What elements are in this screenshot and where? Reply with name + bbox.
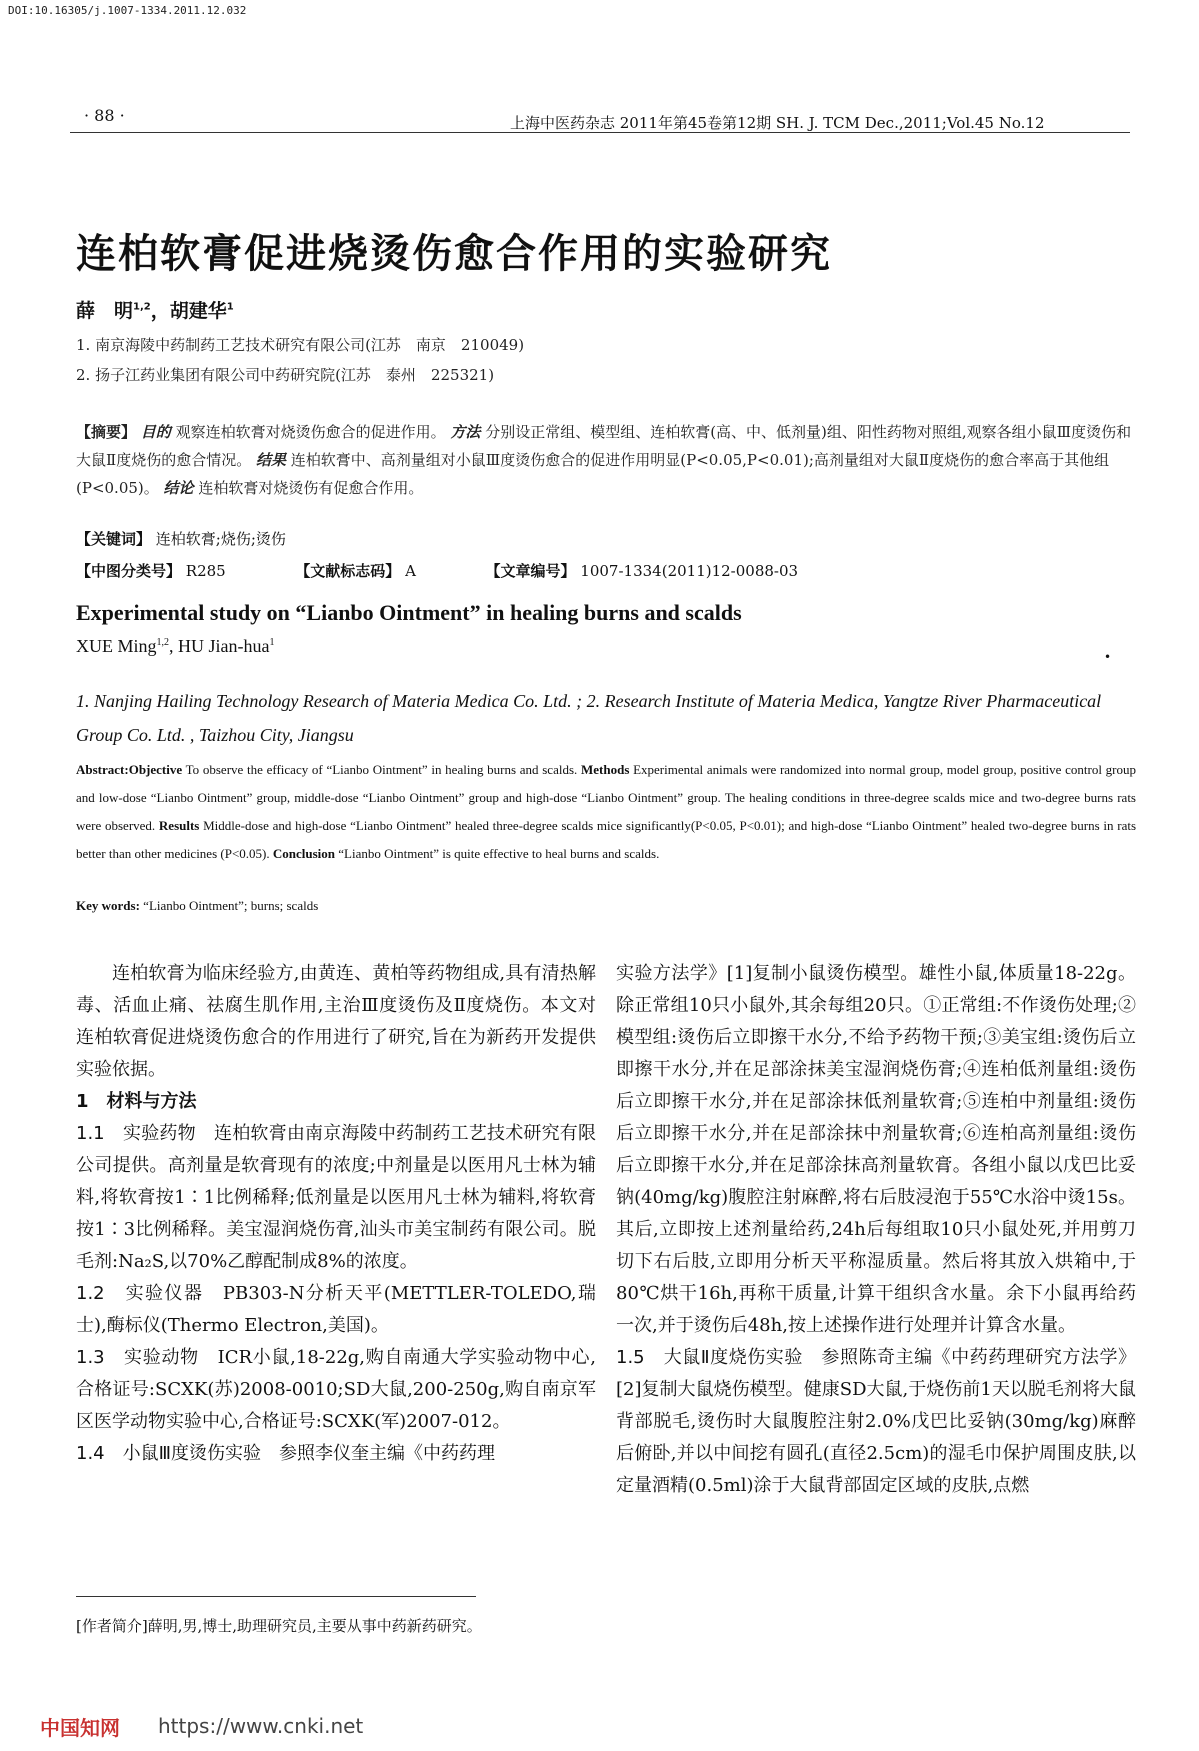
authors [76, 296, 234, 323]
english-author-2: , HU Jian-hua [169, 636, 270, 656]
section-1-2 [76, 1278, 596, 1342]
cnki-logo: 中国知网 [40, 1716, 120, 1740]
author-sep: ， [150, 300, 170, 322]
en-conclusion-label: Conclusion [272, 846, 336, 861]
english-affiliation: 1. Nanjing Hailing Technology Research of Materia Medica Co. Ltd. ; 2. Research Institute of Materia Medica, Yangtze River Pharmaceutical Group Co. Ltd. , Taizhou City, Jiangsu [76, 691, 1102, 745]
section-1-4 [76, 1438, 596, 1470]
footnote-rule [76, 1596, 476, 1597]
section-1-2-heading: 1.2 实验仪器 [76, 1283, 204, 1304]
english-author-1-affil: 1,2 [156, 637, 169, 648]
english-keywords [76, 898, 318, 914]
cnki-url[interactable]: https://www.cnki.net [158, 1714, 364, 1738]
conclusion-label: 结论 [163, 479, 194, 497]
section-1-3 [76, 1342, 596, 1438]
body-left-column [76, 958, 596, 1470]
abstract-label: 【摘要】 [76, 423, 137, 441]
section-1-4-heading: 1.4 小鼠Ⅲ度烫伤实验 [76, 1443, 262, 1464]
section-1-1-heading: 1.1 实验药物 [76, 1123, 196, 1144]
conclusion-text: 连柏软膏对烧烫伤有促愈合作用。 [198, 479, 424, 497]
en-objective-label: Objective [128, 762, 183, 777]
keywords-label: 【关键词】 [76, 530, 152, 548]
right-paragraph-1: 实验方法学》[1]复制小鼠烫伤模型。雄性小鼠,体质量18-22g。除正常组10只小鼠外,其余每组20只。①正常组:不作烫伤处理;②模型组:烫伤后立即擦干水分,不给予药物干预;③美宝组:烫伤后立即擦干水分,并在足部涂抹美宝湿润烧伤膏;④连柏低剂量组:烫伤后立即擦干水分,并在足部涂抹低剂量软膏;⑤连柏中剂量组:烫伤后立即擦干水分,并在足部涂抹中剂量软膏;⑥连柏高剂量组:烫伤后立即擦干水分,并在足部涂抹高剂量软膏。各组小鼠以戊巴比妥钠(40mg/kg)腹腔注射麻醉,将右后肢浸泡于55℃水浴中烫15s。其后,立即按上述剂量给药,24h后每组取10只小鼠处死,并用剪刀切下右后肢,立即用分析天平称湿质量。然后将其放入烘箱中,于80℃烘干16h,再称干质量,计算干组织含水量。余下小鼠再给药一次,并于烫伤后48h,按上述操作进行处理并计算含水量。 [616, 963, 1136, 1336]
en-abstract-label: Abstract: [76, 762, 129, 777]
keywords-text: 连柏软膏;烧伤;烫伤 [155, 530, 286, 548]
objective-text: 观察连柏软膏对烧烫伤愈合的促进作用。 [175, 423, 446, 441]
en-keywords-label: Key words: [76, 898, 140, 913]
author-1: 薛 明 [76, 300, 134, 322]
doi: DOI:10.16305/j.1007-1334.2011.12.032 [8, 4, 247, 17]
header-rule [70, 132, 1130, 133]
objective-label: 目的 [140, 423, 171, 441]
en-objective: To observe the efficacy of “Lianbo Ointment” in healing burns and scalds. [185, 762, 578, 777]
en-keywords: “Lianbo Ointment”; burns; scalds [143, 898, 319, 913]
clc-value: R285 [185, 562, 226, 580]
affiliation-1: 1. 南京海陵中药制药工艺技术研究有限公司(江苏 南京 210049) [76, 336, 525, 354]
section-1-4-text: 参照李仪奎主编《中药药理 [279, 1443, 496, 1464]
article-no-value: 1007-1334(2011)12-0088-03 [580, 562, 799, 580]
clc-label: 【中图分类号】 [76, 562, 182, 580]
affiliation-2: 2. 扬子江药业集团有限公司中药研究院(江苏 泰州 225321) [76, 366, 495, 384]
section-1-heading: 1 材料与方法 [76, 1091, 197, 1112]
author-footnote: [作者简介]薛明,男,博士,助理研究员,主要从事中药新药研究。 [76, 1617, 482, 1635]
results-text: 连柏软膏中、高剂量组对小鼠Ⅲ度烫伤愈合的促进作用明显(P<0.05,P<0.01);高剂量组对大鼠Ⅱ度烧伤的愈合率高于其他组(P<0.05)。 [76, 451, 1110, 497]
methods-label: 方法 [450, 423, 481, 441]
running-head: 上海中医药杂志 2011年第45卷第12期 SH. J. TCM Dec.,2011;Vol.45 No.12 [510, 114, 1045, 132]
stray-mark: • [1104, 650, 1112, 664]
article-no-label: 【文章编号】 [485, 562, 576, 580]
en-conclusion: “Lianbo Ointment” is quite effective to heal burns and scalds. [338, 846, 660, 861]
keywords-zh [76, 528, 286, 549]
section-1-5 [616, 1342, 1136, 1502]
author-2-affil: 1 [226, 301, 234, 313]
body-right-column [616, 958, 1136, 1502]
article-title: 连柏软膏促进烧烫伤愈合作用的实验研究 [76, 231, 832, 277]
english-author-1: XUE Ming [76, 636, 157, 656]
english-author-2-affil: 1 [269, 637, 275, 648]
english-abstract [76, 756, 1136, 868]
section-1-2-text: PB303-N分析天平(METTLER-TOLEDO,瑞士),酶标仪(Thermo Electron,美国)。 [76, 1283, 596, 1336]
author-1-affil: 1,2 [133, 301, 151, 313]
en-results-label: Results [158, 818, 200, 833]
section-1-3-text: ICR小鼠,18-22g,购自南通大学实验动物中心,合格证号:SCXK(苏)2008-0010;SD大鼠,200-250g,购自南京军区医学动物实验中心,合格证号:SCXK(军)2007-012。 [76, 1347, 596, 1432]
english-title: Experimental study on “Lianbo Ointment” in healing burns and scalds [76, 600, 742, 625]
doc-code-label: 【文献标志码】 [295, 562, 401, 580]
classification-row [76, 560, 798, 581]
abstract-zh [76, 418, 1136, 502]
section-1-3-heading: 1.3 实验动物 [76, 1347, 199, 1368]
intro-paragraph: 连柏软膏为临床经验方,由黄连、黄柏等药物组成,具有清热解毒、活血止痛、祛腐生肌作用,主治Ⅲ度烫伤及Ⅱ度烧伤。本文对连柏软膏促进烧烫伤愈合的作用进行了研究,旨在为新药开发提供实验依据。 [76, 963, 596, 1080]
section-1-5-text: 参照陈奇主编《中药药理研究方法学》[2]复制大鼠烧伤模型。健康SD大鼠,于烧伤前1天以脱毛剂将大鼠背部脱毛,烫伤时大鼠腹腔注射2.0%戊巴比妥钠(30mg/kg)麻醉后俯卧,并以中间挖有圆孔(直径2.5cm)的湿毛巾保护周围皮肤,以定量酒精(0.5ml)涂于大鼠背部固定区域的皮肤,点燃 [616, 1347, 1136, 1496]
results-label: 结果 [255, 451, 286, 469]
author-2: 胡建华 [169, 300, 227, 322]
section-1-5-heading: 1.5 大鼠Ⅱ度烧伤实验 [616, 1347, 803, 1368]
doc-code-value: A [405, 562, 416, 580]
en-methods-label: Methods [580, 762, 630, 777]
section-1-1-text: 连柏软膏由南京海陵中药制药工艺技术研究有限公司提供。高剂量是软膏现有的浓度;中剂量是以医用凡士林为辅料,将软膏按1∶1比例稀释;低剂量是以医用凡士林为辅料,将软膏按1∶3比例稀释。美宝湿润烧伤膏,汕头市美宝制药有限公司。脱毛剂:Na₂S,以70%乙醇配制成8%的浓度。 [76, 1123, 596, 1272]
english-authors [76, 636, 274, 657]
en-methods: Experimental animals were randomized into normal group, model group, positive control group and low-dose “Lianbo Ointment” group, middle-dose “Lianbo Ointment” group and high-dose “Lianbo Ointment” group. The healing conditions in three-degree scalds mice and two-degree burns rats were observed. [76, 762, 1137, 833]
methods-text: 分别设正常组、模型组、连柏软膏(高、中、低剂量)组、阳性药物对照组,观察各组小鼠Ⅲ度烫伤和大鼠Ⅱ度烧伤的愈合情况。 [76, 423, 1132, 469]
section-1-1 [76, 1118, 596, 1278]
page-number: · 88 · [84, 106, 125, 125]
en-results: Middle-dose and high-dose “Lianbo Ointment” healed three-degree scalds mice significantly(P<0.05, P<0.01); and high-dose “Lianbo Ointment” healed two-degree burns in rats better than other medicines (P<0.05). [76, 818, 1137, 861]
